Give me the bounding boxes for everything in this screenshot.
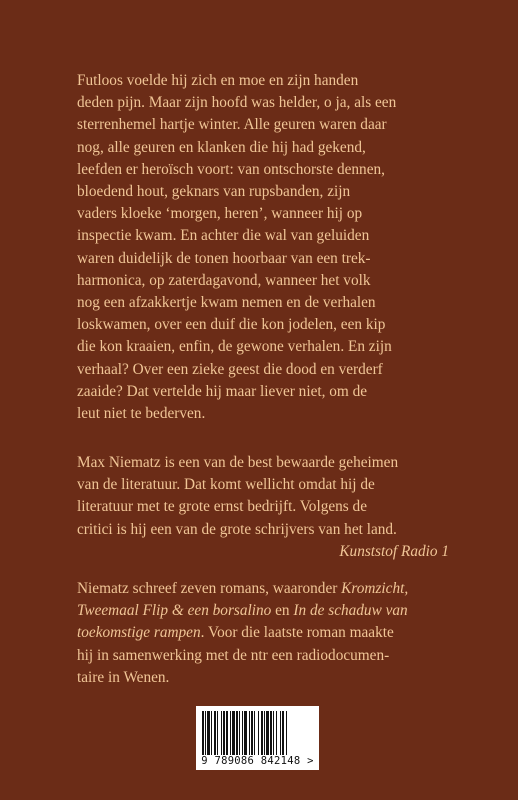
author-bio-section bbox=[77, 578, 449, 689]
book-title-schaduw-cont: toekomstige rampen bbox=[77, 624, 201, 642]
blurb-section bbox=[77, 70, 449, 425]
isbn-barcode bbox=[196, 706, 319, 770]
bio-text: . Voor die laatste roman maakte bbox=[200, 624, 394, 642]
author-bio bbox=[77, 578, 449, 689]
review-quote: Max Niematz is een van de best bewaarde geheimen van de literatuur. Dat komt wellicht omdat hij de literatuur met te grote ernst bedrijft. Volgens de critici is hij een van de grote schrijvers van het land. bbox=[77, 454, 399, 538]
bio-text: hij in samenwerking met de ntr een radiodocumen- bbox=[77, 646, 390, 664]
isbn-number: 9 789086 842148 > bbox=[201, 755, 314, 767]
book-title-schaduw: In de schaduw van bbox=[293, 602, 408, 620]
review-source: Kunststof Radio 1 bbox=[339, 542, 449, 560]
blurb-paragraph: Futloos voelde hij zich en moe en zijn handen deden pijn. Maar zijn hoofd was helder, o ja, als een sterrenhemel hartje winter. Alle geuren waren daar nog, alle geuren en klanken die hij had gekend, leefden er heroïsch voort: van ontschorste dennen, bloedend hout, geknars van rupsbanden, zijn vaders kloeke ‘morgen, heren’, wanneer hij op inspectie kwam. En achter die wal van geluiden waren duidelijk de tonen hoorbaar van een trek- harmonica, op zaterdagavond, wanneer het volk nog een afzakkertje kwam nemen en de verhalen loskwamen, over een duif die kon jodelen, een kip die kon kraaien, enfin, de gewone verhalen. En zijn verhaal? Over een zieke geest die dood en verderf zaaide? Dat vertelde hij maar liever niet, om de leut niet te bederven. bbox=[77, 72, 397, 423]
book-title-tweemaal-flip: Tweemaal Flip & een borsalino bbox=[77, 602, 272, 620]
book-title-kromzicht: Kromzicht, bbox=[341, 580, 409, 597]
review-section bbox=[77, 452, 449, 563]
bio-text: taire in Wenen. bbox=[77, 668, 170, 686]
barcode-bars bbox=[202, 711, 313, 755]
bio-text: Niematz schreef zeven romans, waaronder bbox=[77, 580, 342, 597]
bio-text: en bbox=[271, 602, 294, 620]
